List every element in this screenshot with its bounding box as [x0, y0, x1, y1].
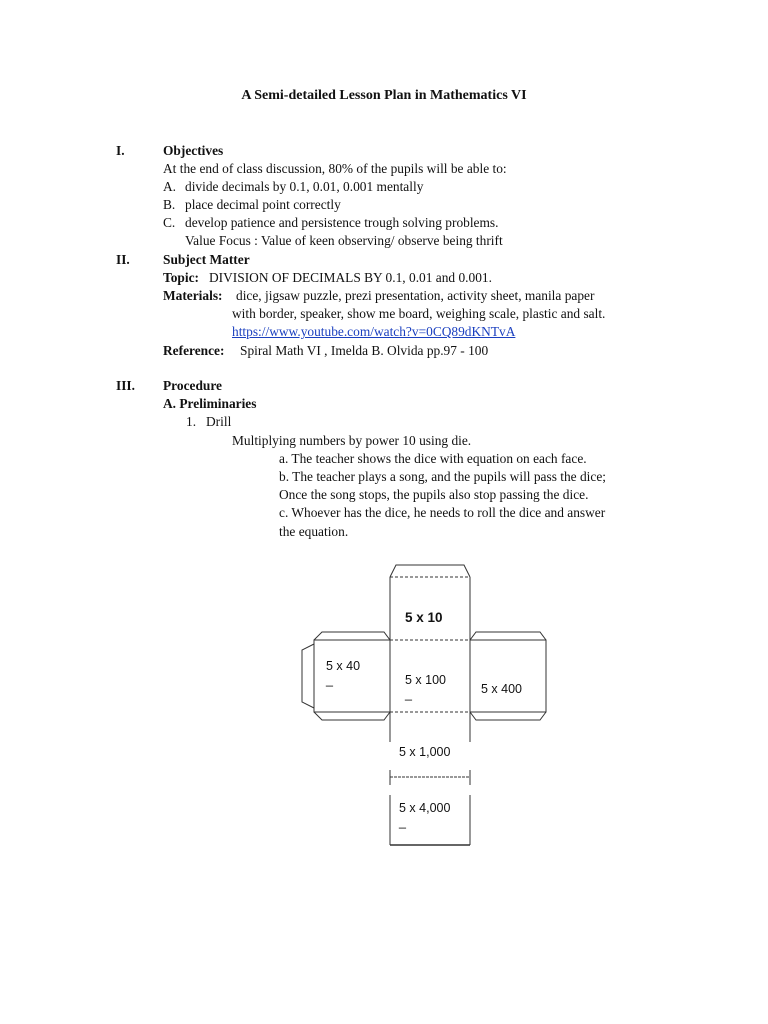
- objective-letter-c: C.: [163, 215, 176, 230]
- objective-text-a: divide decimals by 0.1, 0.01, 0.001 mentally: [185, 179, 424, 194]
- procedure-heading: Procedure: [163, 378, 223, 393]
- topic-text: DIVISION OF DECIMALS BY 0.1, 0.01 and 0.001.: [209, 270, 492, 285]
- drill-step-c: c. Whoever has the dice, he needs to roll the dice and answer: [279, 505, 606, 520]
- page-title: A Semi-detailed Lesson Plan in Mathematics VI: [241, 88, 527, 103]
- dice-face-right-label: 5 x 400: [481, 682, 523, 696]
- dice-left-bottom-tab: [314, 712, 390, 720]
- dice-top-tab: [390, 565, 470, 577]
- drill-step-c-cont: the equation.: [279, 524, 349, 539]
- dice-face-center-mark: _: [405, 687, 412, 701]
- objective-text-b: place decimal point correctly: [185, 197, 341, 212]
- drill-label: Drill: [206, 414, 232, 429]
- objective-letter-b: B.: [163, 197, 176, 212]
- dice-face-bottom-mark: _: [399, 815, 406, 829]
- section-numeral-subject-matter: II.: [116, 252, 130, 267]
- section-numeral-procedure: III.: [116, 378, 135, 393]
- subject-matter-heading: Subject Matter: [163, 252, 250, 267]
- reference-label: Reference:: [163, 343, 225, 358]
- section-numeral-objectives: I.: [116, 143, 125, 158]
- dice-face-bottom-label: 5 x 4,000: [399, 801, 451, 815]
- materials-label: Materials:: [163, 288, 223, 303]
- dice-face-center-label: 5 x 100: [405, 673, 447, 687]
- drill-number: 1.: [186, 414, 197, 429]
- drill-step-a: a. The teacher shows the dice with equation on each face.: [279, 451, 587, 466]
- youtube-link[interactable]: https://www.youtube.com/watch?v=0CQ89dKNTvA: [232, 324, 516, 339]
- reference-text: Spiral Math VI , Imelda B. Olvida pp.97 - 100: [240, 343, 489, 358]
- dice-face-below-label: 5 x 1,000: [399, 745, 451, 759]
- objectives-intro: At the end of class discussion, 80% of the pupils will be able to:: [163, 161, 507, 176]
- dice-face-left-label: 5 x 40: [326, 659, 361, 673]
- drill-step-b: b. The teacher plays a song, and the pupils will pass the dice;: [279, 469, 606, 484]
- preliminaries-heading: A. Preliminaries: [163, 396, 257, 411]
- objectives-heading: Objectives: [163, 143, 224, 158]
- dice-right-face: [470, 640, 546, 712]
- dice-right-bottom-tab: [470, 712, 546, 720]
- dice-right-top-tab: [470, 632, 546, 640]
- value-focus: Value Focus : Value of keen observing/ observe being thrift: [185, 233, 503, 248]
- objective-letter-a: A.: [163, 179, 177, 194]
- materials-line-2: with border, speaker, show me board, weighing scale, plastic and salt.: [232, 306, 606, 321]
- topic-label: Topic:: [163, 270, 199, 285]
- dice-left-side-tab: [302, 644, 314, 708]
- objective-text-c: develop patience and persistence trough solving problems.: [185, 215, 499, 230]
- drill-step-b-cont: Once the song stops, the pupils also stop passing the dice.: [279, 487, 589, 502]
- materials-line-1: dice, jigsaw puzzle, prezi presentation, activity sheet, manila paper: [236, 288, 595, 303]
- dice-face-left-mark: _: [326, 673, 333, 687]
- drill-description: Multiplying numbers by power 10 using die.: [232, 433, 472, 448]
- dice-face-top-label: 5 x 10: [405, 610, 443, 625]
- dice-left-top-tab: [314, 632, 390, 640]
